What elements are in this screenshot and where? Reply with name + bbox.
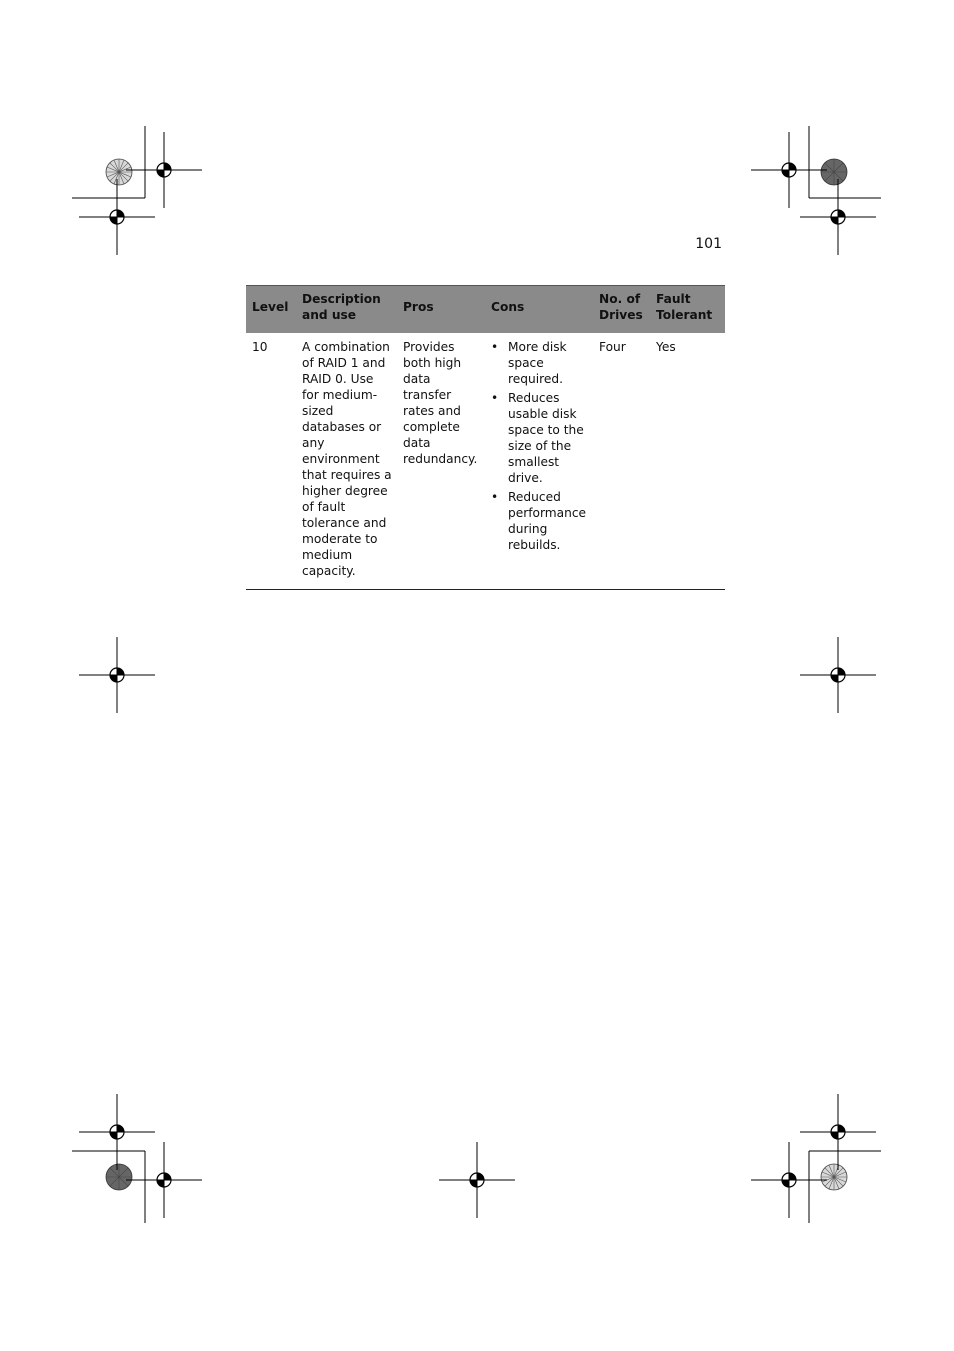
cons-list [491, 339, 589, 553]
cell-description: A combination of RAID 1 and RAID 0. Use for medium-sized databases or any environment that requires a higher degree of fault tolerance and moderate to medium capacity. [296, 333, 397, 590]
cons-item: • Reduces usable disk space to the size of the smallest drive. [491, 390, 589, 486]
header-pros: Pros [397, 286, 485, 334]
header-description: Description and use [296, 286, 397, 334]
cons-item: • More disk space required. [491, 339, 589, 387]
cell-level: 10 [246, 333, 296, 590]
cell-cons [485, 333, 593, 590]
header-level: Level [246, 286, 296, 334]
cell-fault-tolerant: Yes [650, 333, 725, 590]
raid-level-table [246, 285, 725, 590]
header-drives: No. of Drives [593, 286, 650, 334]
page-number: 101 [695, 236, 722, 252]
cons-item: • Reduced performance during rebuilds. [491, 489, 589, 553]
cell-drives: Four [593, 333, 650, 590]
header-cons: Cons [485, 286, 593, 334]
table-row [246, 333, 725, 590]
cell-pros: Provides both high data transfer rates and complete data redundancy. [397, 333, 485, 590]
header-fault-tolerant: Fault Tolerant [650, 286, 725, 334]
table-header-row [246, 286, 725, 334]
